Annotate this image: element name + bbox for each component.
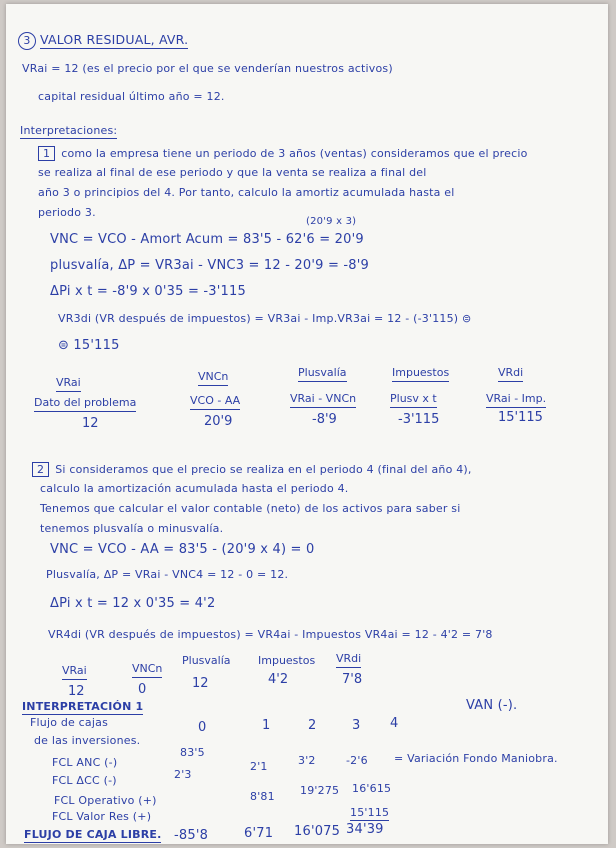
case1-line-2: se realiza al final de ese periodo y que la venta se realiza a final del [38, 166, 427, 179]
case1-val-impuestos: -3'115 [398, 412, 440, 427]
flujo-label-2: de las inversiones. [34, 734, 141, 747]
total-y1: 6'71 [244, 826, 274, 841]
case2-number: 2 [32, 462, 49, 477]
year-2: 2 [308, 718, 317, 733]
year-4: 4 [390, 716, 399, 731]
case1-formula-vrdi: VR3di (VR después de impuestos) = VR3ai - Imp.VR3ai = 12 - (-3'115) ⊜ [58, 312, 472, 325]
case1-formula-tax: ΔPi x t = -8'9 x 0'35 = -3'115 [50, 284, 246, 299]
interpretacion1-heading: INTERPRETACIÓN 1 [22, 700, 144, 713]
case1-sub-plusvalia: VRai - VNCn [290, 392, 356, 405]
row-fcl-operativo-y2: 19'275 [300, 784, 340, 797]
flujo-label-1: Flujo de cajas [30, 716, 109, 729]
case1-formula-vnc: VNC = VCO - Amort Acum = 83'5 - 62'6 = 20'9 [50, 232, 364, 247]
case1-val-vncn: 20'9 [204, 414, 233, 429]
section-title [18, 32, 188, 50]
section-title-text: VALOR RESIDUAL, AVR. [40, 32, 189, 47]
case1-number: 1 [38, 146, 55, 161]
case1-line-1: 1 como la empresa tiene un periodo de 3 años (ventas) consideramos que el precio [38, 146, 528, 161]
case2-val-impuestos: 4'2 [268, 672, 289, 687]
case2-val-vrai: 12 [68, 684, 85, 699]
year-0: 0 [198, 720, 207, 735]
row-fcl-valor-res-y3: 15'115 [350, 806, 390, 819]
case1-formula-result: ⊜ 15'115 [58, 338, 120, 353]
row-fcl-operativo-label: FCL Operativo (+) [54, 794, 157, 807]
case1-sub-vncn: VCO - AA [190, 394, 240, 407]
row-fcl-anc-label: FCL ANC (-) [52, 756, 118, 769]
case1-sub-vrdi: VRai - Imp. [486, 392, 546, 405]
row-fcl-acc-y3: -2'6 [346, 754, 368, 767]
interpretaciones-label: Interpretaciones: [20, 124, 118, 137]
notebook-page [6, 4, 608, 844]
case2-line-3: Tenemos que calcular el valor contable (neto) de los activos para saber si [40, 502, 461, 515]
row-fcl-valor-res-label: FCL Valor Res (+) [52, 810, 152, 823]
case1-col-impuestos: Impuestos [392, 366, 449, 379]
case2-col-vrdi: VRdi [336, 652, 361, 665]
case1-val-vrai: 12 [82, 416, 99, 431]
year-3: 3 [352, 718, 361, 733]
total-y2: 16'075 [294, 824, 341, 839]
case1-formula-plusvalia: plusvalía, ΔP = VR3ai - VNC3 = 12 - 20'9 = -8'9 [50, 258, 369, 273]
case2-col-vrai: VRai [62, 664, 87, 677]
case2-line-4: tenemos plusvalía o minusvalía. [40, 522, 224, 535]
row-fcl-acc-y2: 3'2 [298, 754, 316, 767]
section-number: 3 [18, 32, 36, 50]
case2-col-vncn: VNCn [132, 662, 162, 675]
intro-line-1: VRai = 12 (es el precio por el que se venderían nuestros activos) [22, 62, 393, 75]
case2-col-impuestos: Impuestos [258, 654, 316, 667]
row-fcl-acc-y0: 2'3 [174, 768, 192, 781]
van-label: VAN (-). [466, 698, 518, 713]
case1-line-4: periodo 3. [38, 206, 96, 219]
case2-formula-vnc: VNC = VCO - AA = 83'5 - (20'9 x 4) = 0 [50, 542, 315, 557]
total-y0: -85'8 [174, 828, 209, 843]
case2-val-vrdi: 7'8 [342, 672, 363, 687]
case2-line-2: calculo la amortización acumulada hasta el periodo 4. [40, 482, 349, 495]
case1-val-vrdi: 15'115 [498, 410, 543, 425]
row-fcl-anc-note: = Variación Fondo Maniobra. [394, 752, 558, 765]
row-fcl-operativo-y3: 16'615 [352, 782, 392, 795]
case2-val-plusvalia: 12 [192, 676, 209, 691]
row-fcl-acc-label: FCL ΔCC (-) [52, 774, 117, 787]
case1-col-vrai: VRai [56, 376, 81, 389]
case2-col-plusvalia: Plusvalía [182, 654, 231, 667]
case1-col-plusvalia: Plusvalía [298, 366, 347, 379]
year-1: 1 [262, 718, 271, 733]
case1-sub-vrai: Dato del problema [34, 396, 136, 409]
case2-val-vncn: 0 [138, 682, 147, 697]
row-fcl-operativo-y1: 8'81 [250, 790, 275, 803]
case1-col-vncn: VNCn [198, 370, 228, 383]
row-fcl-anc-y0: 83'5 [180, 746, 205, 759]
total-label: FLUJO DE CAJA LIBRE. [24, 828, 162, 841]
case2-line-1: 2 Si consideramos que el precio se realiza en el periodo 4 (final del año 4), [32, 462, 472, 477]
case1-val-plusvalia: -8'9 [312, 412, 337, 427]
case2-formula-tax: ΔPi x t = 12 x 0'35 = 4'2 [50, 596, 216, 611]
case1-sub-impuestos: Plusv x t [390, 392, 437, 405]
row-fcl-acc-y1: 2'1 [250, 760, 268, 773]
case2-formula-plusvalia: Plusvalía, ΔP = VRai - VNC4 = 12 - 0 = 12. [46, 568, 289, 581]
case1-col-vrdi: VRdi [498, 366, 523, 379]
intro-line-2: capital residual último año = 12. [38, 90, 225, 103]
case2-formula-vrdi: VR4di (VR después de impuestos) = VR4ai - Impuestos VR4ai = 12 - 4'2 = 7'8 [48, 628, 493, 641]
case1-line-3: año 3 o principios del 4. Por tanto, calculo la amortiz acumulada hasta el [38, 186, 455, 199]
case1-annotation: (20'9 x 3) [306, 216, 357, 227]
total-y3: 34'39 [346, 822, 384, 837]
